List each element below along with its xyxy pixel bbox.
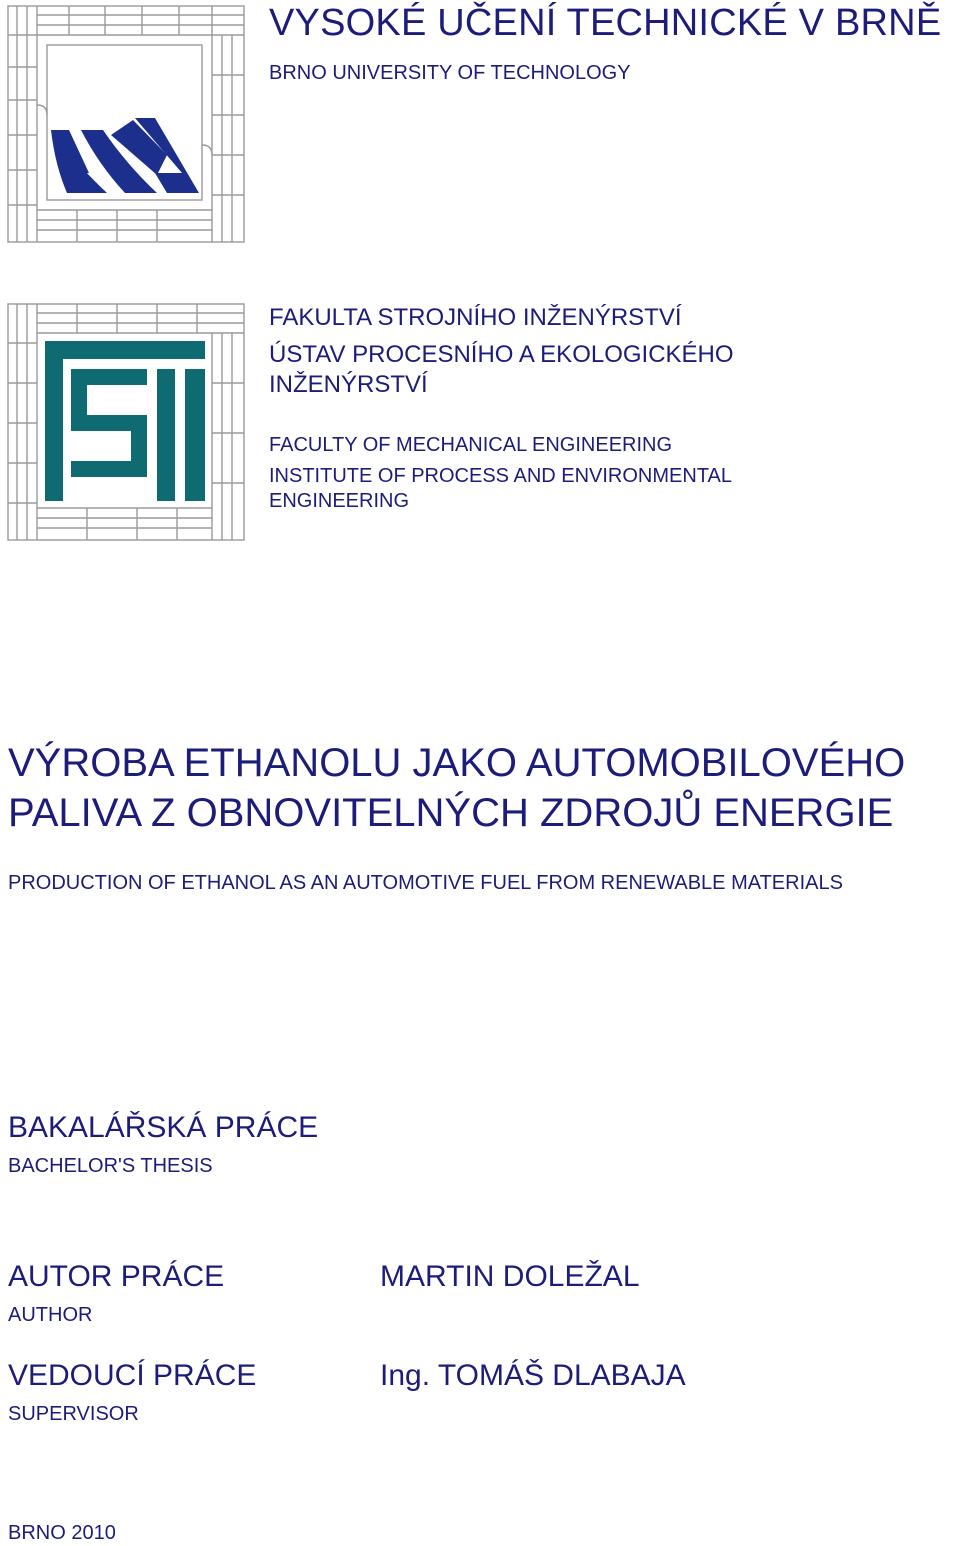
- institute-name-en-line2: ENGINEERING: [269, 490, 410, 512]
- university-name-en: BRNO UNIVERSITY OF TECHNOLOGY: [269, 62, 631, 84]
- institute-name-cz-line1: ÚSTAV PROCESNÍHO A EKOLOGICKÉHO: [269, 341, 734, 368]
- supervisor-label-cz: VEDOUCÍ PRÁCE: [8, 1359, 257, 1392]
- thesis-type-cz: BAKALÁŘSKÁ PRÁCE: [8, 1111, 319, 1144]
- institute-name-en-line1: INSTITUTE OF PROCESS AND ENVIRONMENTAL: [269, 465, 733, 487]
- place-year: BRNO 2010: [8, 1522, 116, 1544]
- thesis-title-cz-line2: PALIVA Z OBNOVITELNÝCH ZDROJŮ ENERGIE: [8, 791, 894, 835]
- author-label-cz: AUTOR PRÁCE: [8, 1260, 225, 1293]
- supervisor-name: Ing. TOMÁŠ DLABAJA: [380, 1359, 686, 1392]
- university-name-cz: VYSOKÉ UČENÍ TECHNICKÉ V BRNĚ: [269, 2, 942, 44]
- institute-name-cz-line2: INŽENÝRSTVÍ: [269, 371, 428, 398]
- author-label-en: AUTHOR: [8, 1304, 93, 1326]
- thesis-type-en: BACHELOR'S THESIS: [8, 1155, 213, 1177]
- faculty-name-en: FACULTY OF MECHANICAL ENGINEERING: [269, 434, 673, 456]
- thesis-title-cz-line1: VÝROBA ETHANOLU JAKO AUTOMOBILOVÉHO: [8, 741, 906, 785]
- author-name: MARTIN DOLEŽAL: [380, 1260, 640, 1293]
- fsi-logo: [7, 303, 245, 541]
- thesis-title-en: PRODUCTION OF ETHANOL AS AN AUTOMOTIVE FUEL FROM RENEWABLE MATERIALS: [8, 872, 843, 894]
- thesis-title-cz: [8, 738, 948, 838]
- faculty-name-cz: FAKULTA STROJNÍHO INŽENÝRSTVÍ: [269, 304, 682, 331]
- supervisor-label-en: SUPERVISOR: [8, 1403, 139, 1425]
- vut-logo: [7, 5, 245, 243]
